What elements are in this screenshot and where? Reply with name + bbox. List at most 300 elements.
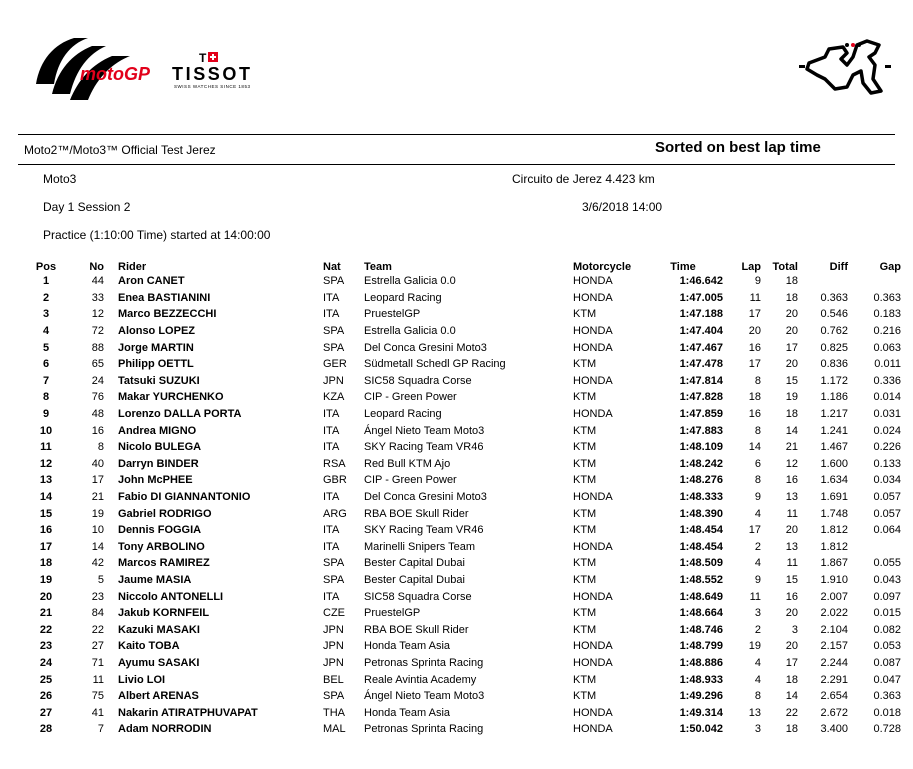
- col-diff: Diff: [829, 261, 848, 273]
- cell-lap: 11: [749, 590, 761, 603]
- table-row: [30, 572, 901, 589]
- cell-time: 1:49.314: [679, 706, 723, 719]
- table-row: [30, 655, 901, 672]
- cell-no: 75: [91, 690, 104, 703]
- cell-time: 1:48.276: [679, 474, 723, 487]
- cell-gap: 0.057: [873, 491, 901, 504]
- sort-note: Sorted on best lap time: [655, 139, 821, 156]
- cell-rider: Aron CANET: [118, 275, 185, 288]
- cell-nat: ITA: [323, 308, 340, 321]
- cell-team: Ángel Nieto Team Moto3: [364, 690, 485, 703]
- cell-gap: 0.087: [873, 656, 901, 669]
- cell-nat: JPN: [323, 640, 344, 653]
- cell-team: Bester Capital Dubai: [364, 573, 465, 586]
- header-rule: [18, 134, 895, 135]
- cell-total: 11: [786, 507, 798, 520]
- cell-total: 15: [785, 573, 798, 586]
- cell-pos: 11: [40, 441, 52, 454]
- cell-no: 41: [91, 706, 104, 719]
- cell-diff: 3.400: [820, 723, 848, 736]
- cell-team: SKY Racing Team VR46: [364, 441, 484, 454]
- cell-time: 1:48.109: [679, 441, 723, 454]
- col-time: Time: [670, 261, 696, 273]
- cell-rider: Philipp OETTL: [118, 358, 194, 371]
- cell-lap: 20: [748, 325, 761, 338]
- circuit-map-icon: [795, 35, 895, 97]
- cell-pos: 28: [39, 723, 53, 736]
- cell-motorcycle: KTM: [573, 424, 597, 437]
- cell-no: 12: [91, 308, 104, 321]
- cell-no: 16: [91, 424, 104, 437]
- table-row: [30, 605, 901, 622]
- cell-rider: Tony ARBOLINO: [118, 540, 205, 553]
- table-row: [30, 638, 901, 655]
- cell-total: 20: [785, 640, 798, 653]
- cell-lap: 4: [754, 557, 761, 570]
- cell-motorcycle: KTM: [573, 673, 597, 686]
- cell-rider: Kazuki MASAKI: [118, 623, 200, 636]
- table-row: [30, 373, 901, 390]
- cell-motorcycle: KTM: [573, 507, 597, 520]
- cell-nat: ITA: [323, 590, 340, 603]
- cell-total: 18: [785, 673, 798, 686]
- tissot-logo: [172, 50, 252, 90]
- cell-gap: 0.063: [873, 341, 901, 354]
- cell-gap: 0.133: [873, 457, 901, 470]
- cell-nat: ARG: [323, 507, 347, 520]
- cell-pos: 20: [39, 590, 53, 603]
- cell-time: 1:48.454: [679, 524, 723, 537]
- cell-diff: 0.836: [820, 358, 848, 371]
- cell-rider: Marco BEZZECCHI: [118, 308, 217, 321]
- cell-total: 17: [785, 656, 798, 669]
- cell-motorcycle: HONDA: [573, 325, 613, 338]
- cell-total: 17: [785, 341, 798, 354]
- cell-time: 1:48.390: [679, 507, 723, 520]
- cell-no: 71: [91, 656, 104, 669]
- cell-no: 21: [91, 491, 104, 504]
- cell-nat: THA: [323, 706, 345, 719]
- cell-gap: 0.363: [873, 690, 901, 703]
- col-team: Team: [364, 261, 392, 273]
- cell-pos: 23: [39, 640, 53, 653]
- cell-motorcycle: HONDA: [573, 540, 613, 553]
- cell-gap: 0.031: [873, 408, 901, 421]
- cell-no: 8: [97, 441, 104, 454]
- table-row: [30, 356, 901, 373]
- cell-pos: 22: [39, 623, 53, 636]
- cell-motorcycle: KTM: [573, 573, 597, 586]
- cell-time: 1:47.883: [679, 424, 723, 437]
- cell-lap: 19: [748, 640, 761, 653]
- cell-total: 20: [785, 358, 798, 371]
- cell-time: 1:48.799: [679, 640, 723, 653]
- cell-diff: 1.186: [820, 391, 848, 404]
- table-row: [30, 439, 901, 456]
- cell-diff: 1.217: [820, 408, 848, 421]
- cell-diff: 2.007: [820, 590, 848, 603]
- cell-no: 65: [91, 358, 104, 371]
- col-gap: Gap: [879, 261, 901, 273]
- cell-gap: [848, 539, 901, 556]
- cell-diff: 0.825: [820, 341, 848, 354]
- cell-nat: BEL: [323, 673, 344, 686]
- results-body: [30, 273, 901, 738]
- cell-nat: ITA: [323, 540, 340, 553]
- cell-gap: 0.363: [873, 291, 901, 304]
- cell-time: 1:48.664: [679, 607, 723, 620]
- cell-total: 20: [785, 308, 798, 321]
- cell-gap: 0.024: [873, 424, 901, 437]
- cell-rider: John McPHEE: [118, 474, 193, 487]
- cell-team: PruestelGP: [364, 308, 421, 321]
- cell-no: 23: [91, 590, 104, 603]
- cell-nat: SPA: [323, 557, 345, 570]
- cell-time: 1:47.404: [679, 325, 723, 338]
- cell-lap: 17: [748, 358, 761, 371]
- table-row: [30, 621, 901, 638]
- cell-diff: 2.157: [820, 640, 848, 653]
- cell-rider: Nicolo BULEGA: [118, 441, 202, 454]
- cell-time: 1:48.933: [679, 673, 723, 686]
- cell-gap: 0.226: [873, 441, 901, 454]
- cell-lap: 17: [748, 308, 761, 321]
- cell-pos: 14: [39, 491, 53, 504]
- cell-no: 10: [91, 524, 104, 537]
- table-row: [30, 671, 901, 688]
- cell-no: 76: [91, 391, 104, 404]
- cell-lap: 2: [754, 623, 761, 636]
- cell-time: 1:49.296: [679, 690, 723, 703]
- table-row: [30, 290, 901, 307]
- cell-motorcycle: HONDA: [573, 275, 613, 288]
- table-row: [30, 555, 901, 572]
- cell-rider: Albert ARENAS: [118, 690, 199, 703]
- cell-nat: ITA: [323, 291, 340, 304]
- cell-no: 11: [92, 673, 104, 686]
- cell-team: Ángel Nieto Team Moto3: [364, 424, 485, 437]
- cell-lap: 4: [754, 673, 761, 686]
- col-no: No: [89, 261, 104, 273]
- cell-nat: SPA: [323, 573, 345, 586]
- cell-motorcycle: HONDA: [573, 640, 613, 653]
- cell-team: SKY Racing Team VR46: [364, 524, 484, 537]
- cell-rider: Darryn BINDER: [118, 457, 199, 470]
- cell-lap: 9: [754, 275, 761, 288]
- cell-motorcycle: KTM: [573, 457, 597, 470]
- cell-nat: ITA: [323, 524, 340, 537]
- cell-rider: Ayumu SASAKI: [118, 656, 200, 669]
- col-rider: Rider: [118, 261, 147, 273]
- cell-total: 18: [785, 408, 798, 421]
- cell-team: SIC58 Squadra Corse: [364, 590, 472, 603]
- table-row: [30, 406, 901, 423]
- cell-pos: 26: [39, 690, 53, 703]
- cell-total: 19: [785, 391, 798, 404]
- cell-pos: 8: [42, 391, 50, 404]
- cell-diff: 1.812: [820, 540, 848, 553]
- cell-rider: Fabio DI GIANNANTONIO: [118, 491, 251, 504]
- cell-time: 1:47.478: [679, 358, 723, 371]
- cell-nat: GER: [323, 358, 347, 371]
- table-row: [30, 721, 901, 738]
- cell-total: 13: [785, 491, 798, 504]
- table-row: [30, 505, 901, 522]
- cell-gap: 0.064: [873, 524, 901, 537]
- cell-lap: 11: [749, 291, 761, 304]
- cell-gap: 0.216: [873, 325, 901, 338]
- cell-total: 16: [785, 474, 798, 487]
- cell-lap: 16: [748, 408, 761, 421]
- cell-motorcycle: KTM: [573, 690, 597, 703]
- cell-pos: 9: [42, 408, 50, 421]
- cell-motorcycle: HONDA: [573, 374, 613, 387]
- cell-nat: JPN: [323, 374, 344, 387]
- cell-rider: Livio LOI: [118, 673, 166, 686]
- cell-rider: Adam NORRODIN: [118, 723, 212, 736]
- cell-nat: SPA: [323, 275, 345, 288]
- cell-no: 42: [91, 557, 104, 570]
- cell-lap: 9: [754, 491, 761, 504]
- cell-pos: 5: [42, 341, 50, 354]
- cell-pos: 3: [42, 308, 50, 321]
- cell-motorcycle: KTM: [573, 524, 597, 537]
- cell-diff: 1.748: [820, 507, 848, 520]
- cell-pos: 13: [39, 474, 53, 487]
- cell-gap: 0.053: [873, 640, 901, 653]
- cell-no: 44: [91, 275, 104, 288]
- cell-total: 16: [785, 590, 798, 603]
- cell-motorcycle: HONDA: [573, 341, 613, 354]
- cell-lap: 6: [754, 457, 761, 470]
- cell-lap: 16: [748, 341, 761, 354]
- cell-total: 18: [785, 291, 798, 304]
- cell-time: 1:47.814: [679, 374, 723, 387]
- cell-pos: 21: [39, 607, 53, 620]
- cell-motorcycle: KTM: [573, 308, 597, 321]
- cell-no: 24: [91, 374, 104, 387]
- cell-pos: 15: [39, 507, 53, 520]
- cell-diff: 1.691: [820, 491, 848, 504]
- cell-gap: 0.015: [873, 607, 901, 620]
- cell-diff: [798, 273, 848, 290]
- table-row: [30, 273, 901, 290]
- cell-total: 11: [786, 557, 798, 570]
- cell-total: 20: [785, 325, 798, 338]
- practice-label: Practice (1:10:00 Time) started at 14:00:00: [43, 228, 271, 242]
- cell-team: Honda Team Asia: [364, 706, 451, 719]
- svg-text:T: T: [199, 51, 207, 65]
- cell-total: 3: [791, 623, 798, 636]
- table-row: [30, 456, 901, 473]
- cell-pos: 24: [39, 656, 53, 669]
- cell-no: 14: [91, 540, 104, 553]
- motogp-wordmark: motoGP: [80, 64, 150, 84]
- cell-time: 1:50.042: [679, 723, 723, 736]
- cell-gap: 0.047: [873, 673, 901, 686]
- cell-pos: 18: [39, 557, 53, 570]
- cell-team: Estrella Galicia 0.0: [364, 325, 456, 338]
- cell-total: 18: [785, 723, 798, 736]
- cell-diff: 2.022: [820, 607, 848, 620]
- cell-motorcycle: HONDA: [573, 491, 613, 504]
- motogp-logo: [30, 30, 160, 102]
- cell-total: 14: [785, 424, 798, 437]
- cell-team: SIC58 Squadra Corse: [364, 374, 472, 387]
- session-datetime: 3/6/2018 14:00: [582, 200, 663, 214]
- cell-rider: Jorge MARTIN: [118, 341, 194, 354]
- col-nat: Nat: [323, 261, 341, 273]
- table-row: [30, 489, 901, 506]
- table-row: [30, 688, 901, 705]
- cell-time: 1:47.828: [679, 391, 723, 404]
- cell-pos: 2: [42, 291, 50, 304]
- cell-pos: 7: [42, 374, 50, 387]
- cell-no: 33: [91, 291, 104, 304]
- cell-motorcycle: KTM: [573, 391, 597, 404]
- tissot-wordmark: TISSOT: [172, 64, 250, 84]
- cell-pos: 4: [42, 325, 50, 338]
- cell-time: 1:47.859: [679, 408, 723, 421]
- table-row: [30, 389, 901, 406]
- cell-nat: JPN: [323, 656, 344, 669]
- cell-rider: Andrea MIGNO: [118, 424, 197, 437]
- cell-no: 84: [91, 607, 104, 620]
- cell-diff: 2.104: [820, 623, 848, 636]
- cell-team: Petronas Sprinta Racing: [364, 723, 484, 736]
- cell-pos: 12: [39, 457, 53, 470]
- cell-team: CIP - Green Power: [364, 391, 457, 404]
- cell-gap: 0.014: [873, 391, 901, 404]
- cell-diff: 0.762: [820, 325, 848, 338]
- cell-diff: 2.654: [820, 690, 848, 703]
- cell-rider: Kaito TOBA: [118, 640, 180, 653]
- cell-total: 20: [785, 607, 798, 620]
- cell-team: Honda Team Asia: [364, 640, 451, 653]
- cell-total: 18: [785, 275, 798, 288]
- cell-total: 14: [785, 690, 798, 703]
- cell-gap: 0.336: [873, 374, 901, 387]
- cell-motorcycle: KTM: [573, 623, 597, 636]
- cell-nat: ITA: [323, 491, 340, 504]
- cell-team: Südmetall Schedl GP Racing: [364, 358, 506, 371]
- cell-no: 27: [91, 640, 104, 653]
- cell-diff: 1.241: [820, 424, 848, 437]
- cell-team: Red Bull KTM Ajo: [364, 457, 451, 470]
- cell-team: Leopard Racing: [364, 408, 442, 421]
- cell-motorcycle: HONDA: [573, 656, 613, 669]
- cell-motorcycle: KTM: [573, 474, 597, 487]
- cell-pos: 6: [42, 358, 50, 371]
- cell-diff: 2.244: [820, 656, 848, 669]
- cell-gap: 0.097: [873, 590, 901, 603]
- cell-no: 22: [91, 623, 104, 636]
- cell-lap: 13: [748, 706, 761, 719]
- cell-nat: CZE: [323, 607, 345, 620]
- cell-team: Del Conca Gresini Moto3: [364, 341, 487, 354]
- cell-gap: 0.183: [873, 308, 901, 321]
- cell-lap: 8: [754, 374, 761, 387]
- cell-pos: 1: [42, 275, 50, 288]
- cell-rider: Jaume MASIA: [118, 573, 192, 586]
- cell-time: 1:47.188: [679, 308, 723, 321]
- cell-team: Reale Avintia Academy: [364, 673, 477, 686]
- cell-rider: Enea BASTIANINI: [118, 291, 211, 304]
- cell-time: 1:48.509: [679, 557, 723, 570]
- cell-time: 1:48.649: [679, 590, 723, 603]
- cell-gap: 0.043: [873, 573, 901, 586]
- cell-nat: SPA: [323, 341, 345, 354]
- cell-team: Estrella Galicia 0.0: [364, 275, 456, 288]
- cell-time: 1:47.467: [679, 341, 723, 354]
- cell-no: 40: [91, 457, 104, 470]
- cell-rider: Lorenzo DALLA PORTA: [118, 408, 242, 421]
- cell-nat: SPA: [323, 690, 345, 703]
- cell-diff: 1.812: [820, 524, 848, 537]
- cell-time: 1:48.242: [679, 457, 723, 470]
- cell-diff: 1.867: [820, 557, 848, 570]
- cell-team: Marinelli Snipers Team: [364, 540, 476, 553]
- cell-gap: 0.034: [873, 474, 901, 487]
- event-title: Moto2™/Moto3™ Official Test Jerez: [24, 143, 216, 157]
- cell-diff: 1.910: [820, 573, 848, 586]
- cell-no: 7: [97, 723, 104, 736]
- cell-diff: 2.291: [820, 673, 848, 686]
- cell-lap: 18: [748, 391, 761, 404]
- cell-lap: 8: [754, 474, 761, 487]
- cell-diff: 1.634: [820, 474, 848, 487]
- cell-motorcycle: HONDA: [573, 706, 613, 719]
- cell-team: RBA BOE Skull Rider: [364, 623, 469, 636]
- cell-pos: 17: [39, 540, 53, 553]
- cell-lap: 8: [754, 690, 761, 703]
- cell-no: 19: [91, 507, 104, 520]
- cell-no: 17: [91, 474, 104, 487]
- cell-no: 88: [91, 341, 104, 354]
- cell-nat: RSA: [323, 457, 346, 470]
- cell-nat: GBR: [323, 474, 347, 487]
- col-pos: Pos: [35, 261, 57, 273]
- cell-pos: 19: [39, 573, 53, 586]
- cell-total: 12: [785, 457, 798, 470]
- cell-team: CIP - Green Power: [364, 474, 457, 487]
- table-row: [30, 539, 901, 556]
- cell-motorcycle: HONDA: [573, 590, 613, 603]
- cell-gap: [848, 273, 901, 290]
- cell-motorcycle: KTM: [573, 358, 597, 371]
- table-row: [30, 522, 901, 539]
- cell-rider: Dennis FOGGIA: [118, 524, 202, 537]
- cell-lap: 9: [754, 573, 761, 586]
- cell-motorcycle: KTM: [573, 607, 597, 620]
- cell-total: 21: [785, 441, 798, 454]
- cell-time: 1:48.454: [679, 540, 723, 553]
- cell-team: Del Conca Gresini Moto3: [364, 491, 487, 504]
- cell-lap: 2: [754, 540, 761, 553]
- cell-nat: JPN: [323, 623, 344, 636]
- cell-total: 13: [785, 540, 798, 553]
- cell-no: 72: [91, 325, 104, 338]
- cell-gap: 0.011: [874, 358, 901, 371]
- cell-time: 1:46.642: [679, 275, 723, 288]
- cell-motorcycle: KTM: [573, 441, 597, 454]
- cell-gap: 0.082: [873, 623, 901, 636]
- cell-diff: 1.467: [820, 441, 848, 454]
- cell-nat: ITA: [323, 441, 340, 454]
- cell-nat: ITA: [323, 424, 340, 437]
- cell-lap: 3: [754, 607, 761, 620]
- cell-team: PruestelGP: [364, 607, 421, 620]
